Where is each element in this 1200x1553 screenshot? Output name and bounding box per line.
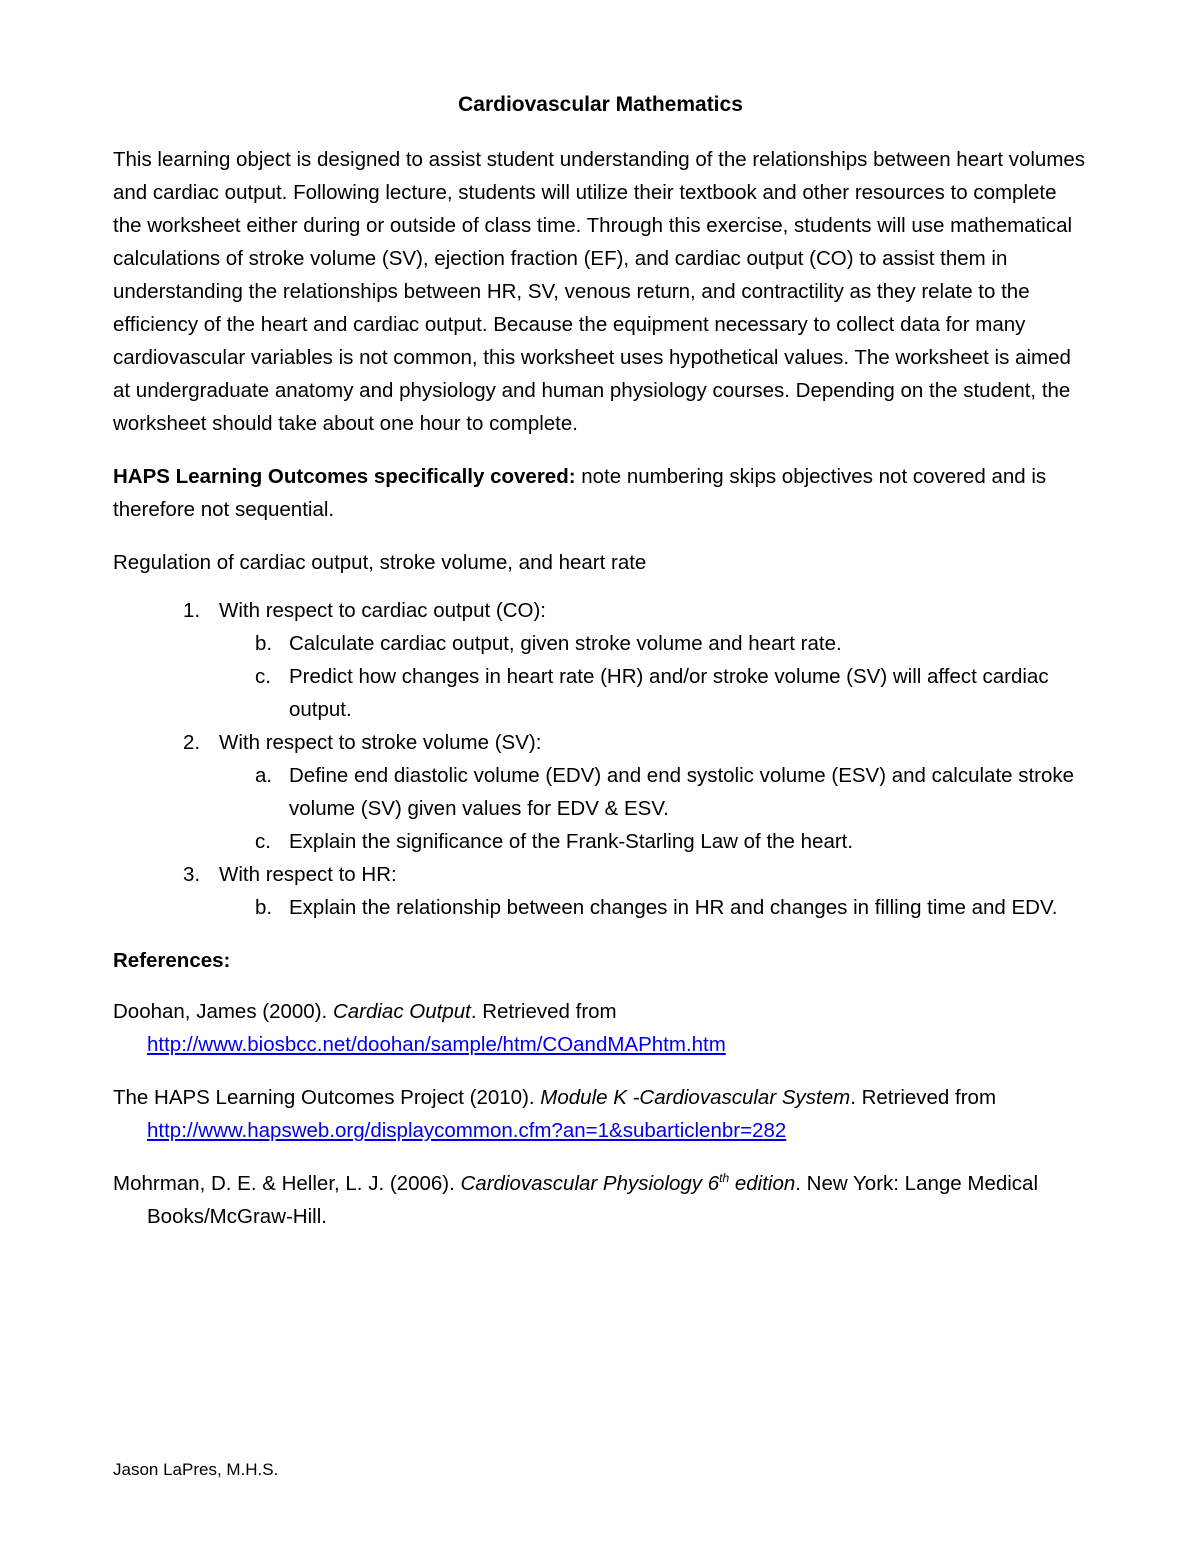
sub-objectives-list bbox=[219, 759, 1088, 858]
sub-objective-text: Explain the significance of the Frank-Starling Law of the heart. bbox=[289, 830, 854, 853]
sub-objective-item bbox=[219, 759, 1088, 825]
sub-objectives-list bbox=[219, 891, 1088, 924]
objective-item bbox=[113, 858, 1088, 924]
page-title: Cardiovascular Mathematics bbox=[458, 93, 743, 116]
sub-objectives-list bbox=[219, 627, 1088, 726]
reference-item bbox=[113, 1081, 1088, 1147]
references-heading: References: bbox=[113, 949, 231, 972]
objective-text: With respect to stroke volume (SV): bbox=[219, 731, 542, 754]
reference-source: . Retrieved from bbox=[470, 1000, 617, 1023]
sub-objective-letter: c. bbox=[255, 830, 271, 853]
sub-objective-item bbox=[219, 825, 1088, 858]
sub-objective-text: Predict how changes in heart rate (HR) and/or stroke volume (SV) will affect cardiac output. bbox=[289, 665, 1049, 721]
reference-item bbox=[113, 1167, 1088, 1233]
objectives-list bbox=[113, 594, 1088, 924]
sub-objective-letter: b. bbox=[255, 896, 273, 919]
reference-title: Cardiovascular Physiology 6 bbox=[460, 1172, 720, 1195]
reference-authors: Mohrman, D. E. & Heller, L. J. (2006). bbox=[113, 1172, 461, 1195]
reference-title: Cardiac Output bbox=[332, 1000, 471, 1023]
reference-authors: The HAPS Learning Outcomes Project (2010). bbox=[113, 1086, 541, 1109]
document-page bbox=[113, 88, 1088, 1253]
reference-title-suffix: edition bbox=[729, 1172, 796, 1195]
outcomes-paragraph bbox=[113, 460, 1088, 526]
sub-objective-text: Calculate cardiac output, given stroke volume and heart rate. bbox=[289, 632, 842, 655]
intro-paragraph: This learning object is designed to assist student understanding of the relationships between heart volumes and cardiac output. Following lecture, students will utilize their textbook and other resources to complete the worksheet either during or outside of class time. Through this exercise, students will use mathematical calculations of stroke volume (SV), ejection fraction (EF), and cardiac output (CO) to assist them in understanding the relationships between HR, SV, venous return, and contractility as they relate to the efficiency of the heart and cardiac output. Because the equipment necessary to collect data for many cardiovascular variables is not common, this worksheet uses hypothetical values. The worksheet is aimed at undergraduate anatomy and physiology and human physiology courses. Depending on the student, the worksheet should take about one hour to complete. bbox=[113, 148, 1086, 435]
section-heading: Regulation of cardiac output, stroke volume, and heart rate bbox=[113, 551, 647, 574]
reference-link[interactable]: http://www.biosbcc.net/doohan/sample/htm/COandMAPhtm.htm bbox=[147, 1033, 726, 1056]
reference-superscript: th bbox=[719, 1171, 730, 1186]
objective-number: 1. bbox=[183, 599, 201, 622]
objective-text: With respect to HR: bbox=[219, 863, 397, 886]
sub-objective-letter: a. bbox=[255, 764, 273, 787]
page-footer: Jason LaPres, M.H.S. bbox=[113, 1460, 279, 1479]
reference-source: . Retrieved from bbox=[850, 1086, 997, 1109]
reference-item bbox=[113, 995, 1088, 1061]
objective-number: 3. bbox=[183, 863, 201, 886]
reference-authors: Doohan, James (2000). bbox=[113, 1000, 333, 1023]
sub-objective-text: Define end diastolic volume (EDV) and end systolic volume (ESV) and calculate stroke volume (SV) given values for EDV & ESV. bbox=[289, 764, 1075, 820]
objective-item bbox=[113, 726, 1088, 858]
objective-text: With respect to cardiac output (CO): bbox=[219, 599, 546, 622]
sub-objective-text: Explain the relationship between changes in HR and changes in filling time and EDV. bbox=[289, 896, 1058, 919]
sub-objective-item bbox=[219, 660, 1088, 726]
reference-title: Module K -Cardiovascular System bbox=[540, 1086, 851, 1109]
outcomes-label: HAPS Learning Outcomes specifically covered: bbox=[113, 465, 576, 488]
objective-item bbox=[113, 594, 1088, 726]
sub-objective-item bbox=[219, 627, 1088, 660]
objective-number: 2. bbox=[183, 731, 201, 754]
reference-source: . New York: Lange Medical Books/McGraw-Hill. bbox=[147, 1172, 1039, 1228]
sub-objective-item bbox=[219, 891, 1088, 924]
sub-objective-letter: c. bbox=[255, 665, 271, 688]
reference-link[interactable]: http://www.hapsweb.org/displaycommon.cfm?an=1&subarticlenbr=282 bbox=[147, 1119, 787, 1142]
sub-objective-letter: b. bbox=[255, 632, 273, 655]
outcomes-note: note numbering skips objectives not covered and is therefore not sequential. bbox=[113, 465, 1047, 521]
